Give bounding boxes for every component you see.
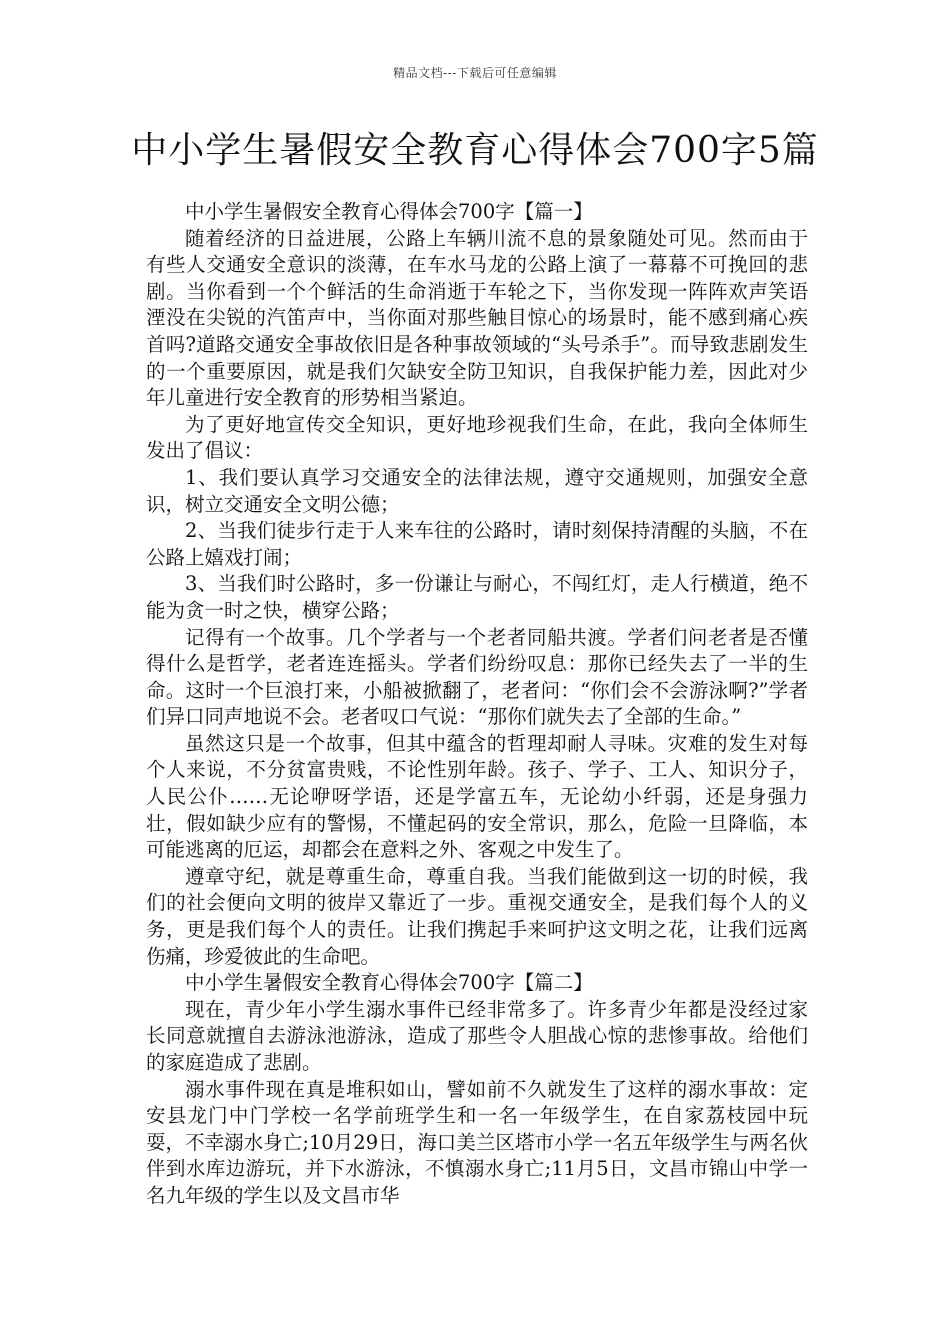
- paragraph: 现在，青少年小学生溺水事件已经非常多了。许多青少年都是没经过家长同意就擅自去游泳池游泳，造成了那些令人胆战心惊的悲惨事故。给他们的家庭造成了悲剧。: [146, 997, 808, 1074]
- paragraph: 1、我们要认真学习交通安全的法律法规，遵守交通规则，加强安全意识，树立交通安全文明公德；: [146, 465, 808, 516]
- section-heading-1: 中小学生暑假安全教育心得体会700字【篇一】: [185, 200, 593, 223]
- paragraph: 随着经济的日益进展，公路上车辆川流不息的景象随处可见。然而由于有些人交通安全意识的淡薄，在车水马龙的公路上演了一幕幕不可挽回的悲剧。当你看到一个个鲜活的生命消逝于车轮之下，当你发现一阵阵欢声笑语湮没在尖锐的汽笛声中，当你面对那些触目惊心的场景时，能不感到痛心疾首吗?道路交通安全事故依旧是各种事故领域的“头号杀手”。而导致悲剧发生的一个重要原因，就是我们欠缺安全防卫知识，自我保护能力差，因此对少年儿童进行安全教育的形势相当紧迫。: [146, 226, 808, 410]
- paragraph: 2、当我们徒步行走于人来车往的公路时，请时刻保持清醒的头脑，不在公路上嬉戏打闹；: [146, 519, 808, 569]
- header-note: 精品文档---下载后可任意编辑: [393, 66, 557, 80]
- document-body: [146, 199, 808, 1210]
- paragraph: 3、当我们时公路时，多一份谦让与耐心，不闯红灯，走人行横道，绝不能为贪一时之快，横穿公路；: [146, 572, 808, 622]
- paragraph: 遵章守纪，就是尊重生命，尊重自我。当我们能做到这一切的时候，我们的社会便向文明的彼岸又靠近了一步。重视交通安全，是我们每个人的义务，更是我们每个人的责任。让我们携起手来呵护这文明之花，让我们远离伤痛，珍爱彼此的生命吧。: [146, 864, 808, 968]
- paragraph: 虽然这只是一个故事，但其中蕴含的哲理却耐人寻味。灾难的发生对每个人来说，不分贫富贵贱，不论性别年龄。孩子、学子、工人、知识分子，人民公仆……无论咿呀学语，还是学富五车，无论幼小纤弱，还是身强力壮，假如缺少应有的警惕，不懂起码的安全常识，那么，危险一旦降临，本可能逃离的厄运，却都会在意料之外、客观之中发生了。: [146, 731, 808, 862]
- paragraph: 为了更好地宣传交全知识，更好地珍视我们生命，在此，我向全体师生发出了倡议：: [146, 412, 808, 463]
- paragraph: 记得有一个故事。几个学者与一个老者同船共渡。学者们问老者是否懂得什么是哲学，老者连连摇头。学者们纷纷叹息：那你已经失去了一半的生命。这时一个巨浪打来，小船被掀翻了，老者问：“你们会不会游泳啊?”学者们异口同声地说不会。老者叹口气说：“那你们就失去了全部的生命。”: [146, 625, 808, 729]
- section-heading-2: 中小学生暑假安全教育心得体会700字【篇二】: [185, 971, 593, 995]
- document-title: 中小学生暑假安全教育心得体会700字5篇: [131, 130, 819, 171]
- paragraph: 溺水事件现在真是堆积如山，譬如前不久就发生了这样的溺水事故：定安县龙门中门学校一名学前班学生和一名一年级学生，在自家荔枝园中玩耍，不幸溺水身亡;10月29日，海口美兰区塔市小学一名五年级学生与两名伙伴到水库边游玩，并下水游泳，不慎溺水身亡;11月5日，文昌市锦山中学一名九年级的学生以及文昌市华: [146, 1077, 808, 1207]
